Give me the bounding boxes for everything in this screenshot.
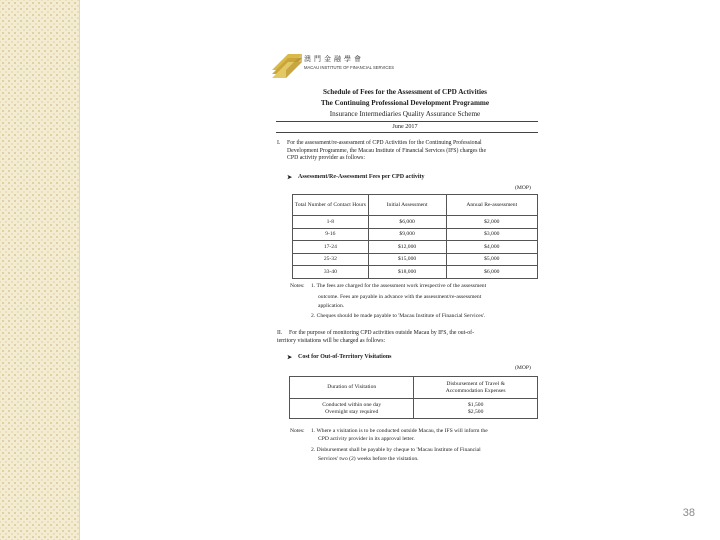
section1-notes-label: Notes:	[290, 283, 305, 289]
table-header-row	[290, 377, 538, 399]
section1-text-line2: Development Programme, the Macau Institute of Financial Services (IFS) charges the	[287, 147, 487, 154]
annual-fee-cell: $6,000	[446, 266, 537, 279]
bullet-arrow-icon: ➤	[287, 355, 293, 361]
amount-one-day: $1,500	[467, 402, 484, 409]
contact-hours-cell: 33-40	[293, 266, 369, 279]
section2-text-line2: territory visitations will be charged as follows:	[277, 338, 386, 344]
header-annual-reassessment: Annual Re-assessment	[446, 195, 537, 216]
section1-text-line3: CPD activity provider as follows:	[287, 155, 365, 161]
contact-hours-cell: 9-16	[293, 228, 369, 241]
amount-cell	[414, 399, 538, 419]
section2-notes-label: Notes:	[290, 428, 305, 434]
section1-note1-line2: outcome. Fees are payable in advance with the assessment/re-assessment	[318, 294, 482, 300]
table-row	[293, 216, 538, 229]
ifs-logo-icon	[270, 50, 304, 82]
section1-text-line1: For the assessment/re-assessment of CPD Activities for the Continuing Professional	[287, 140, 482, 146]
duration-overnight: Overnight stay required	[325, 408, 379, 415]
section2-note1-line1: 1. Where a visitation is to be conducted outside Macau, the IFS will inform the	[311, 428, 488, 434]
slide-number: 38	[682, 507, 695, 519]
table-row	[293, 253, 538, 266]
annual-fee-cell: $2,000	[446, 216, 537, 229]
divider-bottom	[276, 132, 538, 133]
table-row	[293, 266, 538, 279]
bullet-arrow-icon: ➤	[287, 175, 293, 181]
section1-note2: 2. Cheques should be made payable to 'Macau Institute of Financial Services'.	[311, 313, 486, 319]
section2-subheading: Cost for Out-of-Territory Visitations	[298, 354, 392, 360]
contact-hours-cell: 1-8	[293, 216, 369, 229]
table-header-row	[293, 195, 538, 216]
header-initial-assessment: Initial Assessment	[368, 195, 446, 216]
section1-number: I.	[277, 140, 281, 146]
divider-top	[276, 121, 538, 122]
section2-note2-line1: 2. Disbursement shall be payable by cheque to 'Macau Institute of Financial	[311, 447, 481, 453]
section1-note1-line1: 1. The fees are charged for the assessment work irrespective of the assessment	[311, 283, 487, 289]
section1-subheading: Assessment/Re-Assessment Fees per CPD activity	[298, 174, 425, 180]
header-duration: Duration of Visitation	[290, 377, 414, 399]
table-row	[290, 399, 538, 419]
header-disbursement-line1: Disbursement of Travel &	[446, 381, 505, 388]
initial-fee-cell: $12,000	[368, 241, 446, 254]
initial-fee-cell: $18,000	[368, 266, 446, 279]
initial-fee-cell: $6,000	[368, 216, 446, 229]
scheme-title: Insurance Intermediaries Quality Assurance Scheme	[329, 110, 481, 118]
org-name-chinese: 澳門金融學會	[304, 55, 364, 63]
ifs-logo	[270, 50, 304, 87]
org-name-english: MACAU INSTITUTE OF FINANCIAL SERVICES	[304, 65, 395, 70]
annual-fee-cell: $4,000	[446, 241, 537, 254]
header-contact-hours: Total Number of Contact Hours	[293, 195, 369, 216]
header-disbursement-line2: Accommodation Expenses	[445, 387, 506, 394]
amount-overnight: $2,500	[467, 408, 484, 415]
assessment-fees-table	[292, 194, 538, 279]
section2-text-line1: For the purpose of monitoring CPD activities outside Macau by IFS, the out-of-	[289, 330, 474, 336]
table-row	[293, 228, 538, 241]
duration-one-day: Conducted within one day	[322, 402, 382, 409]
document-title: Schedule of Fees for the Assessment of CPD Activities	[323, 88, 487, 96]
section2-note1-line2: CPD activity provider in its approval letter.	[318, 436, 415, 442]
annual-fee-cell: $5,000	[446, 253, 537, 266]
section2-note2-line2: Services' two (2) weeks before the visitation.	[318, 456, 419, 462]
contact-hours-cell: 25-32	[293, 253, 369, 266]
contact-hours-cell: 17-24	[293, 241, 369, 254]
duration-cell	[290, 399, 414, 419]
initial-fee-cell: $9,000	[368, 228, 446, 241]
programme-title: The Continuing Professional Development Programme	[320, 99, 490, 107]
section1-currency: (MOP)	[515, 185, 531, 191]
visitation-cost-table	[289, 376, 538, 419]
initial-fee-cell: $15,000	[368, 253, 446, 266]
decorative-side-pattern	[0, 0, 80, 540]
table-row	[293, 241, 538, 254]
document-date: June 2017	[392, 123, 418, 130]
section2-currency: (MOP)	[515, 365, 531, 371]
fee-schedule-document	[260, 40, 550, 480]
annual-fee-cell: $3,000	[446, 228, 537, 241]
section1-note1-line3: application.	[318, 303, 345, 309]
section2-number: II.	[277, 330, 283, 336]
header-disbursement	[414, 377, 538, 399]
